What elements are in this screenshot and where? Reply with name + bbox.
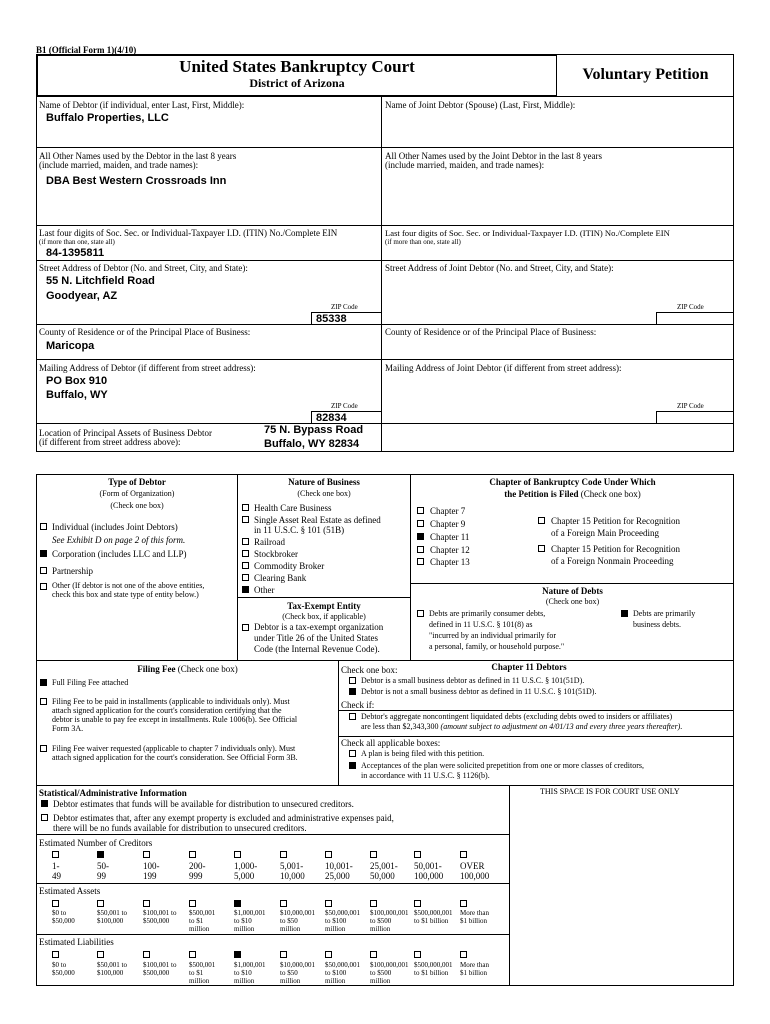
liabilities-label: $500,000,001 — [414, 961, 453, 969]
clearing-bank-label: Clearing Bank — [254, 573, 307, 583]
creditors-checkbox-8[interactable] — [414, 851, 421, 858]
single-asset-checkbox[interactable] — [242, 516, 249, 523]
assets-label: $50,000 — [52, 917, 75, 925]
liabilities-checkbox-6[interactable] — [325, 951, 332, 958]
liabilities-label: million — [234, 977, 255, 985]
chapter-15-main-label: Chapter 15 Petition for Recognition — [551, 516, 680, 526]
single-asset-label: Single Asset Real Estate as defined — [254, 515, 381, 525]
creditors-label: 1- — [52, 861, 60, 871]
creditors-label: 50,001- — [414, 861, 442, 871]
railroad-checkbox[interactable] — [242, 538, 249, 545]
liabilities-label: to $1 billion — [414, 969, 449, 977]
small-business-checkbox[interactable] — [349, 677, 356, 684]
chapter-11-checkbox[interactable] — [417, 533, 424, 540]
chapter-12-checkbox[interactable] — [417, 546, 424, 553]
installment-label: Filing Fee to be paid in installments (applicable to individuals only). Must — [52, 697, 290, 706]
county-label: County of Residence or of the Principal Place of Business: — [39, 327, 251, 337]
location-label-2: (if different from street address above): — [39, 437, 181, 447]
tax-exempt-sub: (Check box, if applicable) — [282, 612, 366, 621]
joint-other-names-label: All Other Names used by the Joint Debtor in the last 8 years — [385, 151, 602, 161]
business-debts-label-2: business debts. — [633, 620, 681, 629]
liabilities-checkbox-8[interactable] — [414, 951, 421, 958]
assets-label: to $1 — [189, 917, 204, 925]
ch11-check-all: Check all applicable boxes: — [341, 738, 441, 748]
creditors-label: OVER — [460, 861, 485, 871]
ch11-check-if: Check if: — [341, 700, 375, 710]
commodity-broker-label: Commodity Broker — [254, 561, 325, 571]
debtor-name-label: Name of Debtor (if individual, enter Last, First, Middle): — [39, 100, 245, 110]
assets-label: $100,001 to — [143, 909, 177, 917]
business-debts-label: Debts are primarily — [633, 609, 696, 618]
partnership-checkbox[interactable] — [40, 567, 47, 574]
creditors-label: 25,000 — [325, 871, 350, 881]
joint-other-names-label-2: (include married, maiden, and trade names): — [385, 160, 545, 170]
assets-label: million — [280, 925, 301, 933]
row-div — [338, 736, 734, 737]
liabilities-checkbox-1[interactable] — [97, 951, 104, 958]
chapter-7-label: Chapter 7 — [430, 506, 466, 516]
liabilities-label: $500,001 — [189, 961, 216, 969]
individual-checkbox[interactable] — [40, 523, 47, 530]
health-care-label: Health Care Business — [254, 503, 332, 513]
ch11-title: Chapter 11 Debtors — [491, 662, 567, 672]
full-fee-label: Full Filing Fee attached — [52, 678, 129, 687]
liabilities-label: $0 to — [52, 961, 67, 969]
zip-label: ZIP Code — [331, 303, 358, 311]
row-divider — [36, 260, 734, 261]
corporation-label: Corporation (includes LLC and LLP) — [52, 549, 187, 559]
acceptances-checkbox[interactable] — [349, 762, 356, 769]
creditors-checkbox-7[interactable] — [370, 851, 377, 858]
liabilities-label: More than — [460, 961, 489, 969]
commodity-broker-checkbox[interactable] — [242, 562, 249, 569]
liabilities-label: $50,001 to — [97, 961, 127, 969]
creditors-label: 5,001- — [280, 861, 304, 871]
liabilities-label: million — [280, 977, 301, 985]
creditors-checkbox-2[interactable] — [143, 851, 150, 858]
small-business-label: Debtor is a small business debtor as defined in 11 U.S.C. § 101(51D). — [361, 676, 585, 685]
not-small-business-label: Debtor is not a small business debtor as defined in 11 U.S.C. § 101(51D). — [361, 687, 597, 696]
assets-label: million — [325, 925, 346, 933]
creditors-label: 5,000 — [234, 871, 255, 881]
liabilities-label: to $100 — [325, 969, 347, 977]
liabilities-label: $10,000,001 — [280, 961, 315, 969]
other-business-label: Other — [254, 585, 275, 595]
not-small-business-checkbox[interactable] — [349, 688, 356, 695]
assets-checkbox-1[interactable] — [97, 900, 104, 907]
liabilities-label: Estimated Liabilities — [39, 937, 114, 947]
row-divider — [36, 147, 734, 148]
type-debtor-title: Type of Debtor — [108, 477, 166, 487]
type-debtor-sub: (Form of Organization) — [99, 489, 175, 498]
row-divider — [36, 359, 734, 360]
aggregate-debts-label-2 — [361, 723, 682, 731]
no-funds-label-2: there will be no funds available for distribution to unsecured creditors. — [53, 823, 307, 833]
creditors-label: 199 — [143, 871, 157, 881]
partnership-label: Partnership — [52, 566, 93, 576]
fee-waiver-label: Filing Fee waiver requested (applicable to chapter 7 individuals only). Must — [52, 744, 296, 753]
ssn-label: Last four digits of Soc. Sec. or Individual-Taxpayer I.D. (ITIN) No./Complete EIN — [39, 228, 338, 238]
other-entity-checkbox[interactable] — [40, 583, 47, 590]
aggregate-note: (amount subject to adjustment on 4/01/13 and every three years thereafter). — [440, 722, 683, 731]
other-entity-label: Other (If debtor is not one of the above entities, — [52, 581, 205, 590]
stockbroker-checkbox[interactable] — [242, 550, 249, 557]
liabilities-label: $1 billion — [460, 969, 488, 977]
joint-mail-zip-label: ZIP Code — [677, 402, 704, 410]
creditors-checkbox-9[interactable] — [460, 851, 467, 858]
street-line-1[interactable]: 55 N. Litchfield Road — [46, 275, 155, 287]
chapter-15-nonmain-checkbox[interactable] — [538, 545, 545, 552]
county[interactable]: Maricopa — [46, 340, 95, 352]
filing-fee-title-a: Filing Fee — [137, 664, 176, 674]
creditors-label: 99 — [97, 871, 106, 881]
row-divider — [36, 423, 734, 424]
chapter-9-checkbox[interactable] — [417, 520, 424, 527]
court-use-label: THIS SPACE IS FOR COURT USE ONLY — [540, 787, 680, 796]
type-debtor-sub-2: (Check one box) — [110, 501, 164, 510]
liabilities-label: million — [370, 977, 391, 985]
row-div — [36, 883, 509, 884]
installment-label-2: attach signed application for the court's consideration certifying that the — [52, 706, 282, 715]
consumer-debts-label-4: a personal, family, or household purpose." — [429, 642, 565, 651]
creditors-label: 999 — [189, 871, 203, 881]
location-line-1[interactable]: 75 N. Bypass Road — [264, 424, 364, 436]
assets-label: Estimated Assets — [39, 886, 101, 896]
acceptances-label-2: in accordance with 11 U.S.C. § 1126(b). — [361, 771, 490, 780]
acceptances-label: Acceptances of the plan were solicited prepetition from one or more classes of creditors, — [361, 761, 645, 770]
consumer-debts-label-3: "incurred by an individual primarily for — [429, 631, 557, 640]
assets-label: to $100 — [325, 917, 347, 925]
joint-county-label: County of Residence or of the Principal Place of Business: — [385, 327, 597, 337]
creditors-checkbox-4[interactable] — [234, 851, 241, 858]
liabilities-checkbox-2[interactable] — [143, 951, 150, 958]
other-entity-label-2: check this box and state type of entity below.) — [52, 590, 199, 599]
aggregate-amount: are less than $2,343,300 — [361, 722, 439, 731]
liabilities-label: to $1 — [189, 969, 204, 977]
liabilities-label: $100,000 — [97, 969, 124, 977]
individual-label: Individual (includes Joint Debtors) — [52, 522, 178, 532]
street-line-2[interactable]: Goodyear, AZ — [46, 290, 118, 302]
liabilities-checkbox-4[interactable] — [234, 951, 241, 958]
assets-label: $100,000,001 — [370, 909, 409, 917]
joint-name-label: Name of Joint Debtor (Spouse) (Last, First, Middle): — [385, 100, 576, 110]
assets-label: $1,000,001 — [234, 909, 266, 917]
no-funds-checkbox[interactable] — [41, 814, 48, 821]
row-div — [36, 934, 509, 935]
liabilities-label: $1,000,001 — [234, 961, 266, 969]
row-div — [410, 583, 734, 584]
plan-filed-checkbox[interactable] — [349, 750, 356, 757]
liabilities-label: to $50 — [280, 969, 298, 977]
funds-available-label: Debtor estimates that funds will be available for distribution to unsecured creditors. — [53, 799, 354, 809]
col-div — [338, 661, 339, 786]
nature-business-sub: (Check one box) — [297, 489, 351, 498]
creditors-checkbox-3[interactable] — [189, 851, 196, 858]
creditors-label: 10,001- — [325, 861, 353, 871]
creditors-label: 100- — [143, 861, 160, 871]
tax-exempt-line-2: under Title 26 of the United States — [254, 633, 378, 643]
consumer-debts-checkbox[interactable] — [417, 610, 424, 617]
row-divider — [36, 225, 734, 226]
column-divider — [381, 96, 382, 452]
tax-exempt-checkbox[interactable] — [242, 624, 249, 631]
assets-checkbox-3[interactable] — [189, 900, 196, 907]
mail-label: Mailing Address of Debtor (if different from street address): — [39, 363, 256, 373]
assets-checkbox-7[interactable] — [370, 900, 377, 907]
filing-fee-title — [37, 664, 338, 674]
assets-checkbox-0[interactable] — [52, 900, 59, 907]
liabilities-label: million — [325, 977, 346, 985]
chapter-title-2a: the Petition is Filed — [504, 489, 579, 499]
tax-exempt-line-1: Debtor is a tax-exempt organization — [254, 622, 384, 632]
liabilities-label: to $10 — [234, 969, 252, 977]
ssn-sub: (if more than one, state all) — [39, 238, 115, 246]
corporation-checkbox[interactable] — [40, 550, 47, 557]
creditors-checkbox-5[interactable] — [280, 851, 287, 858]
mail-zip[interactable]: 82834 — [316, 412, 347, 424]
fee-waiver-label-2: attach signed application for the court's consideration. See Official Form 3B. — [52, 753, 298, 762]
stockbroker-label: Stockbroker — [254, 549, 298, 559]
tax-exempt-title: Tax-Exempt Entity — [287, 601, 361, 611]
court-name: United States Bankruptcy Court — [179, 57, 415, 76]
assets-label: $500,000 — [143, 917, 170, 925]
liabilities-checkbox-5[interactable] — [280, 951, 287, 958]
chapter-15-main-checkbox[interactable] — [538, 517, 545, 524]
ein[interactable]: 84-1395811 — [46, 247, 105, 259]
chapter-9-label: Chapter 9 — [430, 519, 466, 529]
liabilities-label: million — [189, 977, 210, 985]
railroad-label: Railroad — [254, 537, 285, 547]
individual-note: See Exhibit D on page 2 of this form. — [52, 535, 186, 545]
tax-exempt-line-3: Code (the Internal Revenue Code). — [254, 644, 380, 654]
liabilities-label: to $500 — [370, 969, 392, 977]
form-id: B1 (Official Form 1)(4/10) — [36, 45, 137, 55]
creditors-label: 25,001- — [370, 861, 398, 871]
mail-line-2[interactable]: Buffalo, WY — [46, 389, 108, 401]
creditors-label: 50- — [97, 861, 109, 871]
chapter-13-checkbox[interactable] — [417, 558, 424, 565]
creditors-label: 1,000- — [234, 861, 258, 871]
assets-checkbox-2[interactable] — [143, 900, 150, 907]
location-label: Location of Principal Assets of Business Debtor — [39, 428, 212, 438]
other-names-label-2: (include married, maiden, and trade names): — [39, 160, 199, 170]
ch11-check-one: Check one box: — [341, 665, 398, 675]
chapter-7-checkbox[interactable] — [417, 507, 424, 514]
nature-debts-title: Nature of Debts — [542, 586, 603, 596]
chapter-title-2b: (Check one box) — [580, 489, 641, 499]
col-div — [237, 474, 238, 661]
row-div — [36, 834, 509, 835]
liabilities-label: $500,000 — [143, 969, 170, 977]
assets-label: More than — [460, 909, 489, 917]
row-divider — [36, 324, 734, 325]
nature-debts-sub: (Check one box) — [545, 597, 600, 606]
chapter-15-nonmain-label-2: of a Foreign Nonmain Proceeding — [551, 556, 674, 566]
assets-label: million — [370, 925, 391, 933]
joint-zip-box[interactable] — [656, 312, 734, 325]
assets-label: to $1 billion — [414, 917, 449, 925]
joint-ssn-label: Last four digits of Soc. Sec. or Individual-Taxpayer I.D. (ITIN) No./Complete EIN — [385, 228, 670, 238]
liabilities-label: $50,000 — [52, 969, 75, 977]
creditors-label: 50,000 — [370, 871, 395, 881]
row-div — [338, 710, 734, 711]
creditors-checkbox-6[interactable] — [325, 851, 332, 858]
consumer-debts-label-2: defined in 11 U.S.C. § 101(8) as — [429, 620, 533, 629]
installment-label-3: debtor is unable to pay fee except in installments. Rule 1006(b). See Official — [52, 715, 298, 724]
creditors-label: 49 — [52, 871, 61, 881]
assets-label: $500,001 — [189, 909, 216, 917]
district: District of Arizona — [249, 76, 345, 90]
filing-fee-title-b: (Check one box) — [177, 664, 238, 674]
installment-label-4: Form 3A. — [52, 724, 84, 733]
creditors-label: 10,000 — [280, 871, 305, 881]
full-fee-checkbox[interactable] — [40, 679, 47, 686]
assets-checkbox-6[interactable] — [325, 900, 332, 907]
creditors-checkbox-1[interactable] — [97, 851, 104, 858]
other-business-checkbox[interactable] — [242, 586, 249, 593]
liabilities-checkbox-3[interactable] — [189, 951, 196, 958]
assets-checkbox-5[interactable] — [280, 900, 287, 907]
joint-mail-label: Mailing Address of Joint Debtor (if different from street address): — [385, 363, 622, 373]
assets-label: $0 to — [52, 909, 67, 917]
business-debts-checkbox[interactable] — [621, 610, 628, 617]
chapter-title-2 — [411, 489, 734, 499]
joint-street-label: Street Address of Joint Debtor (No. and Street, City, and State): — [385, 263, 614, 273]
assets-label: $100,000 — [97, 917, 124, 925]
assets-label: $50,000,001 — [325, 909, 360, 917]
assets-label: to $10 — [234, 917, 252, 925]
assets-label: million — [189, 925, 210, 933]
liabilities-label: $100,001 to — [143, 961, 177, 969]
col-div — [410, 474, 411, 661]
liabilities-checkbox-7[interactable] — [370, 951, 377, 958]
no-funds-label: Debtor estimates that, after any exempt property is excluded and administrative expenses paid, — [53, 813, 394, 823]
fee-waiver-checkbox[interactable] — [40, 745, 47, 752]
mail-line-1[interactable]: PO Box 910 — [46, 375, 108, 387]
debtor-name[interactable]: Buffalo Properties, LLC — [46, 112, 169, 124]
liabilities-label: $100,000,001 — [370, 961, 409, 969]
location-line-2[interactable]: Buffalo, WY 82834 — [264, 438, 360, 450]
clearing-bank-checkbox[interactable] — [242, 574, 249, 581]
liabilities-checkbox-9[interactable] — [460, 951, 467, 958]
street-label: Street Address of Debtor (No. and Street, City, and State): — [39, 263, 248, 273]
chapter-15-nonmain-label: Chapter 15 Petition for Recognition — [551, 544, 680, 554]
row-div — [237, 597, 410, 598]
plan-filed-label: A plan is being filed with this petition. — [361, 749, 485, 758]
mail-zip-label: ZIP Code — [331, 402, 358, 410]
assets-label: $500,000,001 — [414, 909, 453, 917]
col-div — [509, 786, 510, 986]
assets-label: million — [234, 925, 255, 933]
petition-title: Voluntary Petition — [582, 66, 709, 83]
debtor-info-section — [36, 96, 734, 452]
assets-label: to $500 — [370, 917, 392, 925]
chapter-15-main-label-2: of a Foreign Main Proceeding — [551, 528, 659, 538]
assets-checkbox-9[interactable] — [460, 900, 467, 907]
installment-checkbox[interactable] — [40, 698, 47, 705]
aggregate-debts-checkbox[interactable] — [349, 713, 356, 720]
assets-checkbox-4[interactable] — [234, 900, 241, 907]
joint-zip-label: ZIP Code — [677, 303, 704, 311]
assets-label: $1 billion — [460, 917, 488, 925]
assets-label: $50,001 to — [97, 909, 127, 917]
consumer-debts-label: Debts are primarily consumer debts, — [429, 609, 546, 618]
aggregate-debts-label: Debtor's aggregate noncontingent liquidated debts (excluding debts owed to insiders or affiliates) — [361, 712, 673, 721]
liabilities-label: $50,000,001 — [325, 961, 360, 969]
chapter-13-label: Chapter 13 — [430, 557, 470, 567]
creditors-checkbox-0[interactable] — [52, 851, 59, 858]
chapter-11-label: Chapter 11 — [430, 532, 470, 542]
single-asset-label-2: in 11 U.S.C. § 101 (51B) — [254, 525, 345, 535]
creditors-label: 200- — [189, 861, 206, 871]
chapter-title: Chapter of Bankruptcy Code Under Which — [489, 477, 656, 487]
health-care-checkbox[interactable] — [242, 504, 249, 511]
creditors-label: 100,000 — [460, 871, 490, 881]
assets-label: to $50 — [280, 917, 298, 925]
assets-checkbox-8[interactable] — [414, 900, 421, 907]
nature-business-title: Nature of Business — [288, 477, 360, 487]
other-names[interactable]: DBA Best Western Crossroads Inn — [46, 175, 227, 187]
liabilities-checkbox-0[interactable] — [52, 951, 59, 958]
assets-label: $10,000,001 — [280, 909, 315, 917]
creditors-label: 100,000 — [414, 871, 444, 881]
other-names-label: All Other Names used by the Debtor in the last 8 years — [39, 151, 237, 161]
joint-mail-zip-box[interactable] — [656, 411, 734, 424]
chapter-12-label: Chapter 12 — [430, 545, 470, 555]
joint-ssn-sub: (if more than one, state all) — [385, 238, 461, 246]
creditors-label: Estimated Number of Creditors — [39, 838, 153, 848]
zip[interactable]: 85338 — [316, 313, 347, 325]
stat-title: Statistical/Administrative Information — [39, 788, 187, 798]
funds-available-checkbox[interactable] — [41, 800, 48, 807]
